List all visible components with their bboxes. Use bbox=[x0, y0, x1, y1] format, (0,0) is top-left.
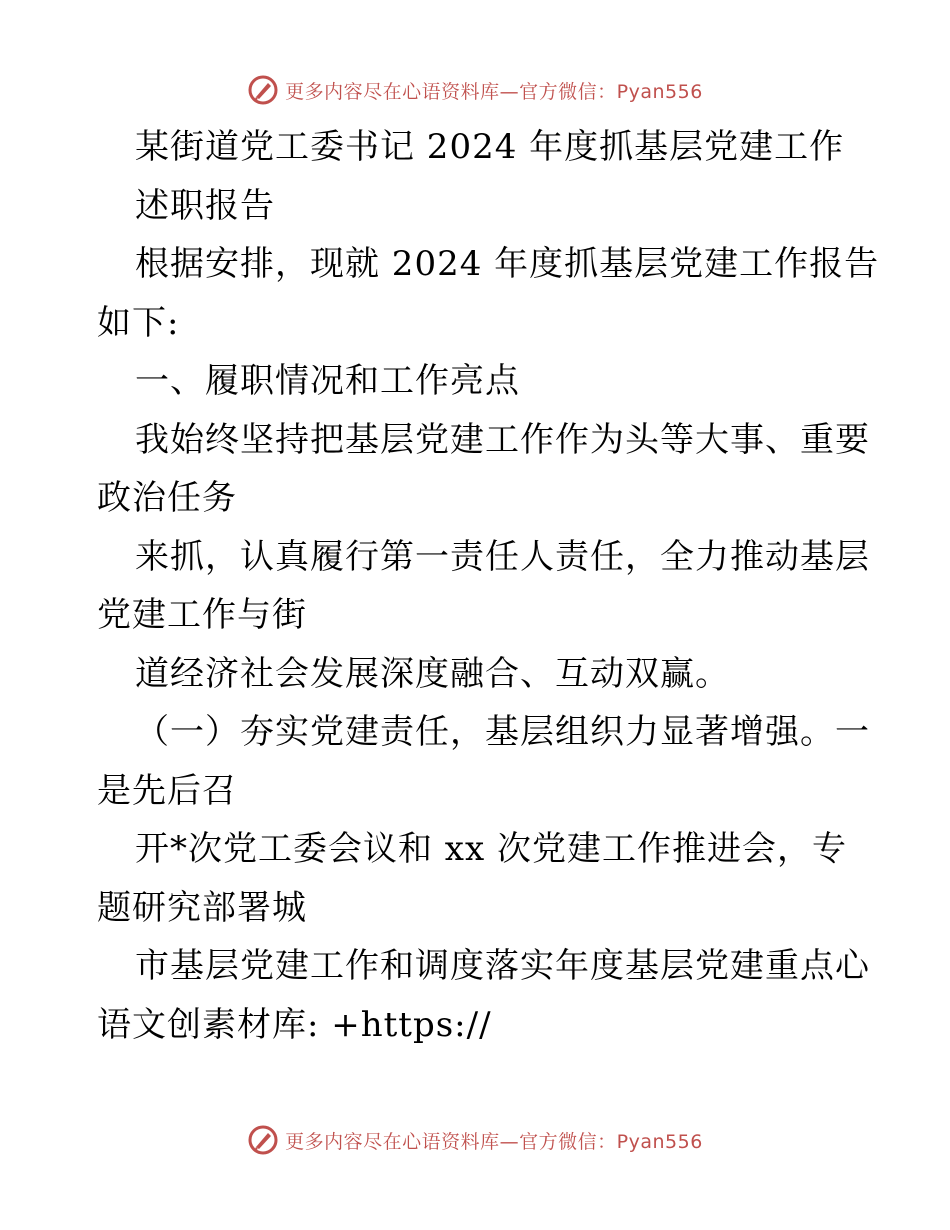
document-body bbox=[97, 118, 880, 1054]
watermark-text: 更多内容尽在心语资料库—官方微信：Pyan556 bbox=[285, 80, 703, 103]
paragraph-line: 根据安排，现就 2024 年度抓基层党建工作报告 bbox=[135, 244, 880, 284]
paragraph-line: 如下: bbox=[97, 302, 180, 343]
paragraph-line: 党建工作与街 bbox=[97, 595, 307, 635]
paragraph-line: 开*次党工委会议和 xx 次党建工作推进会，专 bbox=[135, 829, 847, 869]
paragraph-line: 语文创素材库: +https:// bbox=[97, 1004, 492, 1045]
title-line-2: 述职报告 bbox=[135, 185, 275, 226]
paragraph-line: 道经济社会发展深度融合、互动双赢。 bbox=[135, 653, 730, 694]
paragraph-line: 是先后召 bbox=[97, 770, 237, 811]
paragraph-line: （一）夯实党建责任，基层组织力显著增强。一 bbox=[135, 712, 870, 752]
watermark-text: 更多内容尽在心语资料库—官方微信：Pyan556 bbox=[285, 1130, 703, 1153]
pen-logo-icon bbox=[247, 74, 279, 106]
pen-logo-icon bbox=[247, 1124, 279, 1156]
paragraph-line: 来抓，认真履行第一责任人责任，全力推动基层 bbox=[135, 536, 870, 577]
header-watermark bbox=[0, 70, 950, 110]
paragraph-line: 政治任务 bbox=[97, 478, 237, 518]
paragraph-line: 题研究部署城 bbox=[97, 887, 307, 928]
footer-watermark bbox=[0, 1120, 950, 1160]
section-heading: 一、履职情况和工作亮点 bbox=[135, 361, 520, 401]
title-line-1: 某街道党工委书记 2024 年度抓基层党建工作 bbox=[135, 127, 845, 167]
paragraph-line: 我始终坚持把基层党建工作作为头等大事、重要 bbox=[135, 419, 870, 460]
paragraph-line: 市基层党建工作和调度落实年度基层党建重点心 bbox=[135, 946, 870, 986]
